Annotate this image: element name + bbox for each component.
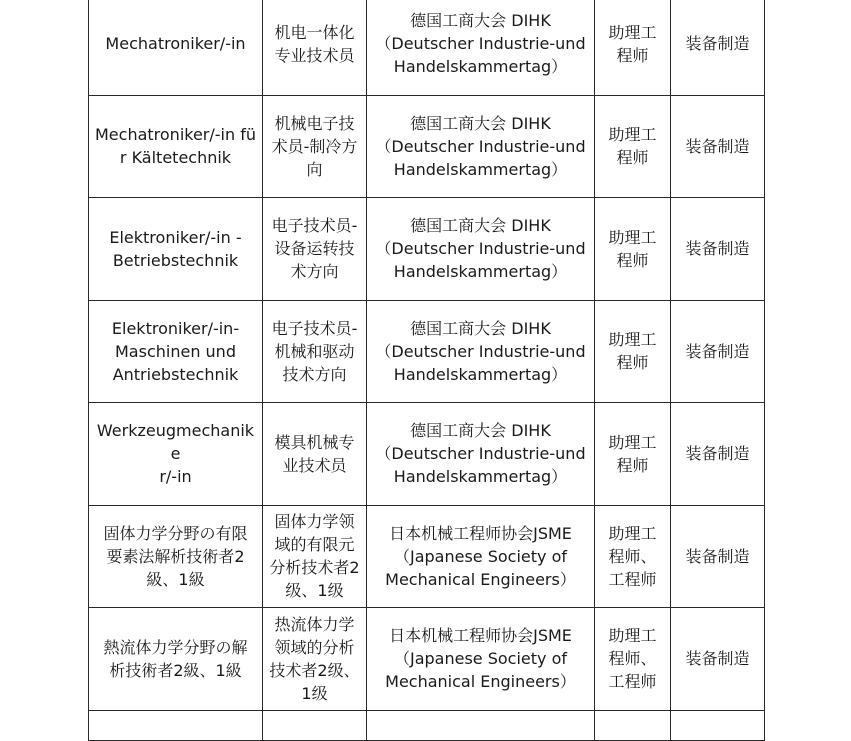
issuer-cell-line: （Japanese Society of bbox=[393, 546, 568, 566]
occupation-cell bbox=[89, 198, 263, 301]
issuer-cell-line: Handelskammertag） bbox=[393, 262, 568, 282]
chinese-title-cell-line: 技术者2级、 bbox=[269, 660, 360, 680]
table-row-partial bbox=[89, 710, 765, 740]
issuer-cell-line: （Deutscher Industrie-und bbox=[375, 444, 586, 464]
chinese-title-cell bbox=[263, 505, 367, 608]
issuer-cell-line: 德国工商大会 DIHK bbox=[410, 11, 551, 31]
table-row bbox=[89, 95, 765, 198]
issuer-cell-line: 德国工商大会 DIHK bbox=[410, 421, 551, 441]
occupation-cell-line: Elektroniker/-in - bbox=[109, 227, 242, 247]
chinese-title-cell-line: 业技术员 bbox=[282, 455, 347, 475]
level-cell-line: 助理工 bbox=[608, 125, 657, 145]
field-cell: 装备制造 bbox=[671, 505, 765, 608]
level-cell-line: 助理工 bbox=[608, 22, 657, 42]
chinese-title-cell-line: 专业技术员 bbox=[274, 45, 355, 65]
level-cell bbox=[595, 0, 671, 95]
occupation-cell-line: 熱流体力学分野の解 bbox=[103, 637, 248, 657]
chinese-title-cell-line: 电子技术员- bbox=[271, 318, 358, 338]
occupation-cell-line: Werkzeugmechanike bbox=[96, 421, 255, 464]
level-cell-line: 程师、 bbox=[608, 649, 657, 669]
occupation-cell-line: 要素法解析技術者2 bbox=[106, 546, 245, 566]
issuer-cell-line: Handelskammertag） bbox=[393, 57, 568, 77]
occupation-cell bbox=[89, 505, 263, 608]
issuer-cell bbox=[367, 95, 595, 198]
table-row bbox=[89, 198, 765, 301]
occupation-cell bbox=[89, 403, 263, 506]
level-cell bbox=[595, 403, 671, 506]
table-row bbox=[89, 403, 765, 506]
issuer-cell-line: （Deutscher Industrie-und bbox=[375, 136, 586, 156]
issuer-cell-line: 德国工商大会 DIHK bbox=[410, 216, 551, 236]
occupation-cell-line: Mechatroniker/-in bbox=[105, 34, 246, 54]
chinese-title-cell-line: 向 bbox=[306, 159, 323, 179]
certification-table-container bbox=[88, 0, 764, 741]
issuer-cell-line: 日本机械工程师协会JSME bbox=[389, 523, 572, 543]
issuer-cell bbox=[367, 300, 595, 403]
level-cell-line: 程师 bbox=[616, 455, 649, 475]
level-cell-line: 程师 bbox=[616, 250, 649, 270]
chinese-title-cell-line: 模具机械专 bbox=[274, 432, 355, 452]
certification-table bbox=[88, 0, 765, 741]
level-cell-line: 工程师 bbox=[608, 672, 657, 692]
level-cell-line: 助理工 bbox=[608, 432, 657, 452]
level-cell-line: 程师、 bbox=[608, 546, 657, 566]
occupation-cell-line: Mechatroniker/-in fü bbox=[95, 125, 256, 145]
level-cell bbox=[595, 198, 671, 301]
field-cell: 装备制造 bbox=[671, 95, 765, 198]
chinese-title-cell-line: 设备运转技 bbox=[274, 239, 355, 259]
chinese-title-cell-line: 技术方向 bbox=[282, 364, 347, 384]
issuer-cell-line: （Deutscher Industrie-und bbox=[375, 239, 586, 259]
level-cell bbox=[595, 608, 671, 711]
chinese-title-cell-line: 域的有限元 bbox=[274, 535, 355, 555]
table-row bbox=[89, 505, 765, 608]
issuer-cell bbox=[367, 403, 595, 506]
issuer-cell-line: 德国工商大会 DIHK bbox=[410, 113, 551, 133]
issuer-cell-line: 德国工商大会 DIHK bbox=[410, 318, 551, 338]
chinese-title-cell-line: 分析技术者2 bbox=[269, 558, 360, 578]
chinese-title-cell-line: 级、1级 bbox=[285, 581, 344, 601]
occupation-cell-line: Betriebstechnik bbox=[112, 250, 239, 270]
chinese-title-cell bbox=[263, 608, 367, 711]
field-cell: 装备制造 bbox=[671, 300, 765, 403]
empty-cell bbox=[671, 710, 765, 740]
occupation-cell-line: 級、1級 bbox=[146, 569, 205, 589]
chinese-title-cell bbox=[263, 198, 367, 301]
chinese-title-cell bbox=[263, 0, 367, 95]
field-cell: 装备制造 bbox=[671, 608, 765, 711]
occupation-cell-line: Elektroniker/-in- bbox=[111, 318, 240, 338]
level-cell-line: 程师 bbox=[616, 148, 649, 168]
level-cell-line: 助理工 bbox=[608, 330, 657, 350]
issuer-cell bbox=[367, 0, 595, 95]
issuer-cell bbox=[367, 505, 595, 608]
chinese-title-cell bbox=[263, 300, 367, 403]
occupation-cell-line: r/-in bbox=[159, 467, 192, 487]
occupation-cell bbox=[89, 95, 263, 198]
chinese-title-cell bbox=[263, 403, 367, 506]
level-cell-line: 程师 bbox=[616, 353, 649, 373]
chinese-title-cell-line: 1级 bbox=[301, 683, 328, 703]
issuer-cell-line: Mechanical Engineers） bbox=[385, 672, 576, 692]
field-cell: 装备制造 bbox=[671, 403, 765, 506]
level-cell-line: 程师 bbox=[616, 45, 649, 65]
table-row bbox=[89, 0, 765, 95]
level-cell-line: 助理工 bbox=[608, 227, 657, 247]
chinese-title-cell-line: 机械和驱动 bbox=[274, 341, 355, 361]
issuer-cell-line: Handelskammertag） bbox=[393, 364, 568, 384]
chinese-title-cell-line: 机电一体化 bbox=[274, 22, 355, 42]
issuer-cell-line: （Deutscher Industrie-und bbox=[375, 34, 586, 54]
level-cell-line: 工程师 bbox=[608, 569, 657, 589]
occupation-cell bbox=[89, 300, 263, 403]
issuer-cell-line: （Deutscher Industrie-und bbox=[375, 341, 586, 361]
chinese-title-cell-line: 电子技术员- bbox=[271, 216, 358, 236]
occupation-cell bbox=[89, 0, 263, 95]
field-cell: 装备制造 bbox=[671, 198, 765, 301]
chinese-title-cell-line: 领域的分析 bbox=[274, 637, 355, 657]
chinese-title-cell-line: 固体力学领 bbox=[274, 512, 355, 532]
empty-cell bbox=[89, 710, 263, 740]
chinese-title-cell-line: 热流体力学 bbox=[274, 614, 355, 634]
chinese-title-cell-line: 机械电子技 bbox=[274, 113, 355, 133]
level-cell bbox=[595, 300, 671, 403]
chinese-title-cell bbox=[263, 95, 367, 198]
issuer-cell-line: （Japanese Society of bbox=[393, 649, 568, 669]
occupation-cell-line: Antriebstechnik bbox=[112, 364, 239, 384]
chinese-title-cell-line: 术方向 bbox=[290, 262, 339, 282]
issuer-cell-line: Mechanical Engineers） bbox=[385, 569, 576, 589]
issuer-cell bbox=[367, 198, 595, 301]
occupation-cell bbox=[89, 608, 263, 711]
table-row bbox=[89, 608, 765, 711]
issuer-cell-line: 日本机械工程师协会JSME bbox=[389, 626, 572, 646]
occupation-cell-line: 固体力学分野の有限 bbox=[103, 523, 248, 543]
level-cell bbox=[595, 95, 671, 198]
occupation-cell-line: Maschinen und bbox=[115, 341, 236, 361]
empty-cell bbox=[263, 710, 367, 740]
issuer-cell-line: Handelskammertag） bbox=[393, 159, 568, 179]
field-cell: 装备制造 bbox=[671, 0, 765, 95]
chinese-title-cell-line: 术员-制冷方 bbox=[271, 136, 358, 156]
table-row bbox=[89, 300, 765, 403]
occupation-cell-line: 析技術者2級、1級 bbox=[109, 660, 242, 680]
occupation-cell-line: r Kältetechnik bbox=[119, 148, 232, 168]
level-cell-line: 助理工 bbox=[608, 523, 657, 543]
empty-cell bbox=[367, 710, 595, 740]
table-body bbox=[89, 0, 765, 740]
empty-cell bbox=[595, 710, 671, 740]
issuer-cell-line: Handelskammertag） bbox=[393, 467, 568, 487]
level-cell bbox=[595, 505, 671, 608]
level-cell-line: 助理工 bbox=[608, 626, 657, 646]
issuer-cell bbox=[367, 608, 595, 711]
